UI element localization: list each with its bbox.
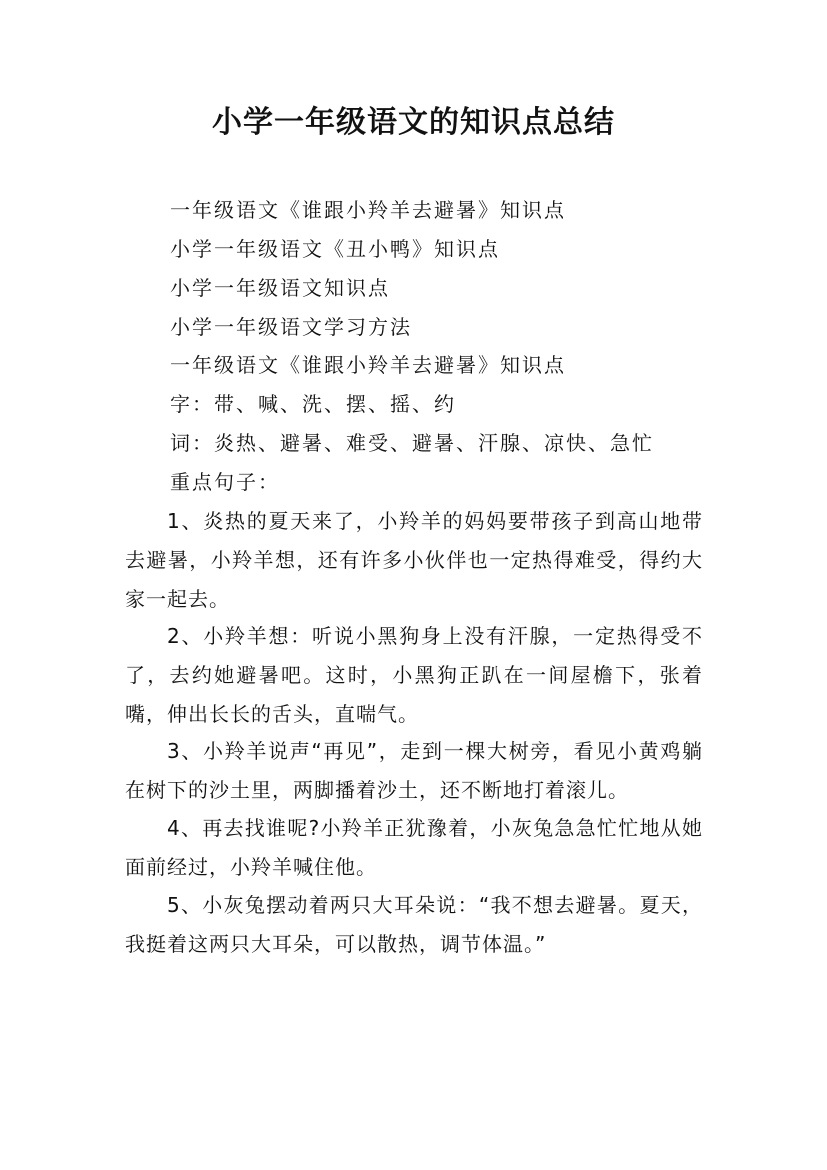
characters-line: 字：带、喊、洗、摆、摇、约 [170, 392, 456, 416]
sentence-paragraph: 1、炎热的夏天来了，小羚羊的妈妈要带孩子到高山地带去避暑，小羚羊想，还有许多小伙伴也一定热得难受，得约大家一起去。 [125, 509, 703, 611]
sentence-paragraph: 4、再去找谁呢?小羚羊正犹豫着，小灰兔急急忙忙地从她面前经过，小羚羊喊住他。 [125, 816, 703, 879]
text-line: 小学一年级语文学习方法 [170, 315, 412, 339]
section-heading: 一年级语文《谁跟小羚羊去避暑》知识点 [170, 353, 566, 377]
words-line: 词：炎热、避暑、难受、避暑、汗腺、凉快、急忙 [170, 431, 654, 455]
sentence-paragraph: 3、小羚羊说声“再见”，走到一棵大树旁，看见小黄鸡躺在树下的沙土里，两脚播着沙土，还不断地打着滚儿。 [125, 739, 703, 802]
key-sentences-label: 重点句子： [170, 470, 280, 494]
text-line: 小学一年级语文知识点 [170, 276, 390, 300]
text-line: 小学一年级语文《丑小鸭》知识点 [170, 237, 500, 261]
sentence-paragraph: 2、小羚羊想：听说小黑狗身上没有汗腺，一定热得受不了，去约她避暑吧。这时，小黑狗正趴在一间屋檐下，张着嘴，伸出长长的舌头，直喘气。 [125, 624, 703, 726]
text-line: 一年级语文《谁跟小羚羊去避暑》知识点 [170, 198, 566, 222]
sentence-paragraph: 5、小灰兔摆动着两只大耳朵说：“我不想去避暑。夏天，我挺着这两只大耳朵，可以散热，调节体温。” [125, 893, 703, 956]
document-title: 小学一年级语文的知识点总结 [212, 105, 615, 140]
